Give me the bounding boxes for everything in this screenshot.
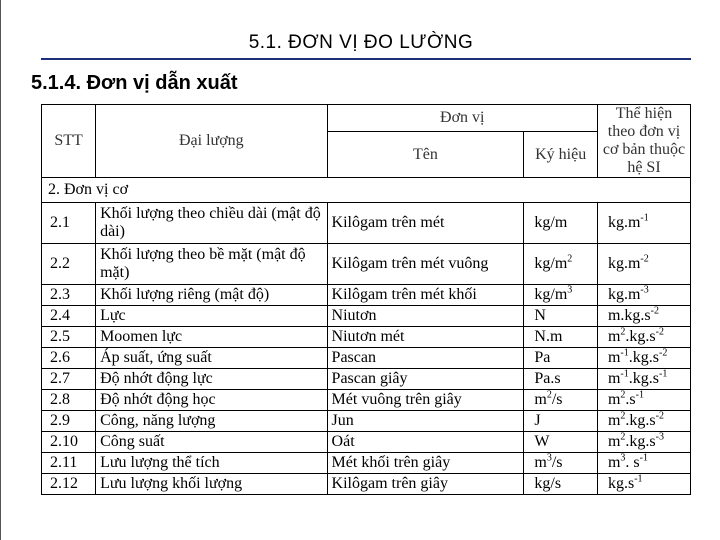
cell-si-expression: $m.kg.s^{-2}$ <box>597 306 690 327</box>
table-row <box>42 244 691 285</box>
cell-si-expression: $m^{-1}.kg.s^{-1}$ <box>597 369 690 390</box>
cell-stt: 2.7 <box>42 369 96 390</box>
cell-unit-symbol: Pa <box>524 348 598 369</box>
section-subtitle: 5.1.4. Đơn vị dẫn xuất <box>31 72 238 94</box>
header-si-expression: Thể hiện theo đơn vị cơ bản thuộc hệ SI <box>597 105 690 178</box>
cell-si-expression: $m^2.kg.s^{-2}$ <box>597 411 690 432</box>
cell-quantity: Moomen lực <box>96 327 327 348</box>
cell-si-expression: $m^2.kg.s^{-3}$ <box>597 432 690 453</box>
table-row <box>42 306 691 327</box>
cell-unit-symbol: $m^2/s$ <box>524 390 598 411</box>
header-quantity: Đại lượng <box>96 105 327 178</box>
table-row <box>42 390 691 411</box>
cell-stt: 2.2 <box>42 244 96 285</box>
cell-unit-name: Kilôgam trên giây <box>327 474 524 495</box>
table-row <box>42 411 691 432</box>
cell-unit-name: Pascan giây <box>327 369 524 390</box>
cell-si-expression: $m^3$. $s^{-1}$ <box>597 453 690 474</box>
cell-quantity: Lưu lượng khối lượng <box>96 474 327 495</box>
cell-stt: 2.4 <box>42 306 96 327</box>
cell-unit-name: Jun <box>327 411 524 432</box>
cell-quantity: Lưu lượng thể tích <box>96 453 327 474</box>
cell-si-expression: $kg.m^{-1}$ <box>597 203 690 244</box>
cell-unit-symbol: N.m <box>524 327 598 348</box>
cell-si-expression: $kg.s^{-1}$ <box>597 474 690 495</box>
cell-stt: 2.1 <box>42 203 96 244</box>
cell-unit-name: Mét khối trên giây <box>327 453 524 474</box>
cell-quantity: Công suất <box>96 432 327 453</box>
table-row <box>42 348 691 369</box>
cell-si-expression: $m^2.kg.s^{-2}$ <box>597 327 690 348</box>
table-row <box>42 285 691 306</box>
table-row <box>42 453 691 474</box>
cell-unit-symbol: N <box>524 306 598 327</box>
table-body <box>42 178 691 495</box>
cell-quantity: Khối lượng theo bề mặt (mật độ mặt) <box>96 244 327 285</box>
table-row <box>42 369 691 390</box>
cell-unit-name: Pascan <box>327 348 524 369</box>
cell-quantity: Độ nhớt động lực <box>96 369 327 390</box>
cell-unit-name: Kilôgam trên mét vuông <box>327 244 524 285</box>
slide-title: 5.1. ĐƠN VỊ ĐO LƯỜNG <box>248 32 474 53</box>
cell-quantity: Khối lượng theo chiều dài (mật độ dài) <box>96 203 327 244</box>
cell-stt: 2.8 <box>42 390 96 411</box>
cell-quantity: Công, năng lượng <box>96 411 327 432</box>
cell-si-expression: $m^{-1}.kg.s^{-2}$ <box>597 348 690 369</box>
cell-stt: 2.9 <box>42 411 96 432</box>
cell-unit-symbol: W <box>524 432 598 453</box>
cell-unit-name: Kilôgam trên mét khối <box>327 285 524 306</box>
cell-unit-name: Niutơn mét <box>327 327 524 348</box>
table-row <box>42 474 691 495</box>
cell-si-expression: $kg.m^{-2}$ <box>597 244 690 285</box>
cell-quantity: Độ nhớt động học <box>96 390 327 411</box>
cell-stt: 2.5 <box>42 327 96 348</box>
cell-si-expression: $m^2.s^{-1}$ <box>597 390 690 411</box>
cell-quantity: Áp suất, ứng suất <box>96 348 327 369</box>
header-unit-symbol: Ký hiệu <box>524 132 598 178</box>
cell-stt: 2.11 <box>42 453 96 474</box>
header-stt: STT <box>42 105 96 178</box>
cell-stt: 2.3 <box>42 285 96 306</box>
cell-unit-symbol: kg/s <box>524 474 598 495</box>
cell-si-expression: $kg.m^{-3}$ <box>597 285 690 306</box>
cell-unit-name: Kilôgam trên mét <box>327 203 524 244</box>
title-underline <box>41 58 691 60</box>
cell-unit-symbol: $kg/m^3$ <box>524 285 598 306</box>
table-row <box>42 203 691 244</box>
group-label: 2. Đơn vị cơ <box>42 178 691 203</box>
derived-units-table <box>41 104 691 495</box>
cell-quantity: Khối lượng riêng (mật độ) <box>96 285 327 306</box>
cell-stt: 2.6 <box>42 348 96 369</box>
cell-unit-symbol: $m^3/s$ <box>524 453 598 474</box>
cell-unit-name: Oát <box>327 432 524 453</box>
cell-quantity: Lực <box>96 306 327 327</box>
cell-unit-symbol: kg/m <box>524 203 598 244</box>
header-unit-name: Tên <box>327 132 524 178</box>
cell-unit-name: Mét vuông trên giây <box>327 390 524 411</box>
cell-unit-name: Niutơn <box>327 306 524 327</box>
cell-unit-symbol: $kg/m^2$ <box>524 244 598 285</box>
cell-unit-symbol: J <box>524 411 598 432</box>
cell-stt: 2.10 <box>42 432 96 453</box>
header-unit: Đơn vị <box>327 105 597 132</box>
cell-unit-symbol: Pa.s <box>524 369 598 390</box>
table-row <box>42 432 691 453</box>
cell-stt: 2.12 <box>42 474 96 495</box>
table-row <box>42 327 691 348</box>
